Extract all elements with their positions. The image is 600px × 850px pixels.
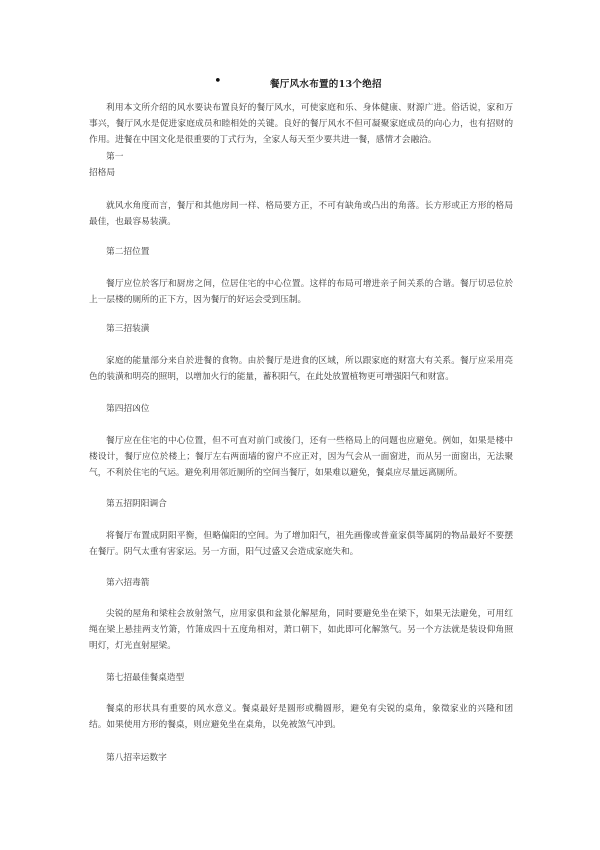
bullet-icon: • <box>214 74 222 89</box>
title-row <box>0 76 600 92</box>
page-title: 餐厅风水布置的13个绝招 <box>270 79 382 90</box>
section-1-heading-part2: 招格局 <box>89 168 116 178</box>
section-3-body: 家庭的能量部分来自於进餐的食物。由於餐厅是进食的区域，所以跟家庭的财富大有关系。餐厅应采用亮色的装潢和明亮的照明，以增加火行的能量，蓄积阳气，在此处放置植物更可增强阳气和财富。 <box>89 356 513 382</box>
section-4-heading: 第四招凶位 <box>106 404 150 414</box>
section-6-heading: 第六招毒箭 <box>106 578 150 588</box>
section-7-heading: 第七招最佳餐桌造型 <box>106 673 185 683</box>
section-3-heading: 第三招装潢 <box>106 324 150 334</box>
section-5-body: 将餐厅布置成阴阳平衡，但略偏阳的空间。为了增加阳气，祖先画像或普童家俱等属阴的物品最好不要摆在餐厅。阴气太重有害家运。另一方面，阳气过盛又会造成家庭失和。 <box>89 531 513 557</box>
section-8-heading: 第八招幸运数字 <box>106 753 167 763</box>
section-5-heading: 第五招阴阳调合 <box>106 499 167 509</box>
section-6-body: 尖锐的屋角和梁柱会放射煞气，应用家俱和盆景化解屋角，同时要避免坐在梁下，如果无法避免，可用红绳在梁上悬挂两支竹箫，竹箫成四十五度角相对，萧口朝下，如此即可化解煞气。另一个方法就是装设仰角照明灯，灯光直射屋梁。 <box>89 609 513 651</box>
section-2-heading: 第二招位置 <box>106 247 150 257</box>
section-1-heading-part1: 第一 <box>106 152 124 162</box>
section-4-body: 餐厅应在住宅的中心位置，但不可直对前门或後门，还有一些格局上的问题也应避免。例如，如果是楼中楼设计，餐厅应位於楼上；餐厅左右两面墙的窗户不应正对，因为气会从一面窗进，而从另一面窗出，无法聚气，不利於住宅的气运。避免利用邻近厕所的空间当餐厅，如果难以避免，餐桌应尽量远离厕所。 <box>89 436 513 478</box>
section-7-body: 餐桌的形状具有重要的风水意义。餐桌最好是圆形或椭圆形，避免有尖锐的桌角，象徵家业的兴隆和团结。如果使用方形的餐桌，则应避免坐在桌角，以免被煞气冲到。 <box>89 704 513 730</box>
section-1-body: 就风水角度而言，餐厅和其他房间一样、格局要方正，不可有缺角或凸出的角落。长方形或正方形的格局最佳，也最容易装潢。 <box>89 201 513 227</box>
intro-paragraph: 利用本文所介绍的风水要诀布置良好的餐厅风水，可使家庭和乐、身体健康、财源广进。俗话说，家和万事兴，餐厅风水是促进家庭成员和睦相处的关键。良好的餐厅风水不但可凝聚家庭成员的向心力，也有招财的作用。进餐在中国文化是很重要的丁式行为，全家人每天至少要共进一餐，感情才会融洽。 <box>89 103 513 145</box>
section-2-body: 餐厅应位於客厅和厨房之间，位居住宅的中心位置。这样的布局可增进亲子间关系的合谐。餐厅切忌位於上一层楼的厕所的正下方，因为餐厅的好运会受到压制。 <box>89 279 513 305</box>
